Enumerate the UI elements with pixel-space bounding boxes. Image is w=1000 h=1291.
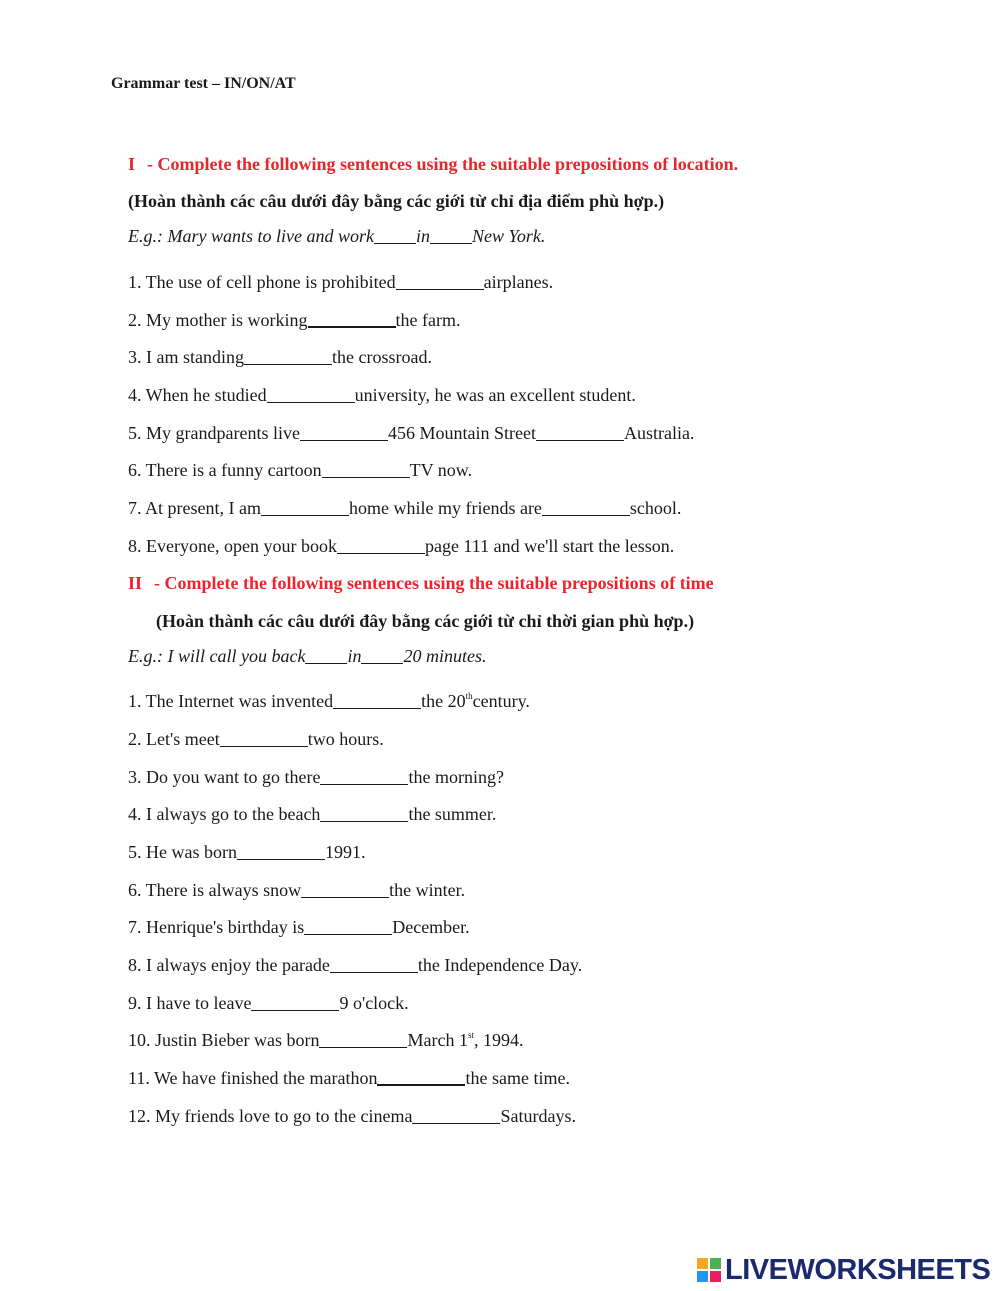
sentence [128, 423, 694, 444]
sentence [128, 498, 681, 519]
section2-heading [128, 573, 714, 594]
sentence-text: Saturdays. [500, 1106, 576, 1126]
superscript: th [465, 691, 473, 701]
sentence-text: 9 o'clock. [339, 993, 409, 1013]
sentence [128, 955, 582, 976]
answer-blank[interactable] [319, 1046, 407, 1048]
sentence [128, 460, 472, 481]
answer-blank[interactable] [301, 896, 389, 898]
sentence-text: the Independence Day. [417, 955, 583, 975]
example-answer: in [347, 646, 362, 666]
sentence-text: 1. The Internet was invented [128, 691, 334, 711]
answer-blank[interactable] [536, 439, 624, 441]
section2-example [128, 646, 486, 667]
answer-blank[interactable] [237, 858, 325, 860]
sentence [128, 272, 553, 293]
sentence-text: 8. Everyone, open your book [128, 536, 337, 556]
example-blank [430, 242, 472, 244]
logo-square [710, 1258, 721, 1269]
sentence-text: March 1 [407, 1030, 468, 1050]
sentence [128, 993, 409, 1014]
example-text: E.g.: Mary wants to live and work [128, 226, 374, 246]
section2-translation: (Hoàn thành các câu dưới đây bằng các giới từ chỉ thời gian phù hợp.) [156, 611, 695, 631]
sentence-text: 10. Justin Bieber was born [128, 1030, 320, 1050]
logo-square [710, 1271, 721, 1282]
answer-blank[interactable] [333, 707, 421, 709]
sentence-text: 1. The use of cell phone is prohibited [128, 272, 396, 292]
sentence-text: 7. At present, I am [128, 498, 261, 518]
sentence-text: 12. My friends love to go to the cinema [128, 1106, 413, 1126]
example-text: 20 minutes. [403, 646, 487, 666]
answer-blank[interactable] [330, 971, 418, 973]
sentence [128, 536, 674, 557]
answer-blank[interactable] [412, 1122, 500, 1124]
section2-heading-text: - Complete the following sentences using the suitable prepositions of time [154, 573, 714, 593]
sentence [128, 1068, 570, 1089]
section1-example [128, 226, 545, 247]
answer-blank[interactable] [304, 933, 392, 935]
logo-text: LIVEWORKSHEETS [725, 1253, 991, 1286]
sentence-text: page 111 and we'll start the lesson. [424, 536, 675, 556]
page-title: Grammar test – IN/ON/AT [111, 75, 296, 92]
sentence-text: 2. My mother is working [128, 310, 308, 330]
example-blank [361, 662, 403, 664]
example-text: E.g.: I will call you back [128, 646, 306, 666]
example-blank [305, 662, 347, 664]
sentence-text: 6. There is always snow [128, 880, 302, 900]
answer-blank[interactable] [377, 1083, 465, 1086]
sentence-text: 11. We have finished the marathon [128, 1068, 378, 1088]
sentence [128, 310, 460, 331]
sentence-text: school. [629, 498, 682, 518]
sentence-text: two hours. [307, 729, 384, 749]
section1-heading-text: - Complete the following sentences using the suitable prepositions of location. [147, 154, 739, 174]
answer-blank[interactable] [220, 745, 308, 747]
liveworksheets-logo [697, 1252, 990, 1288]
answer-blank[interactable] [308, 325, 396, 328]
sentence [128, 347, 432, 368]
answer-blank[interactable] [261, 514, 349, 516]
sentence-text: the winter. [389, 880, 466, 900]
sentence-text: TV now. [409, 460, 473, 480]
sentence-text: the crossroad. [331, 347, 432, 367]
example-text: New York. [472, 226, 546, 246]
sentence-text: 5. He was born [128, 842, 237, 862]
superscript: st [467, 1030, 474, 1040]
sentence-text: , 1994. [473, 1030, 524, 1050]
answer-blank[interactable] [244, 363, 332, 365]
sentence [128, 1030, 523, 1051]
sentence-text: 3. I am standing [128, 347, 244, 367]
sentence-text: 1991. [324, 842, 366, 862]
sentence-text: home while my friends are [348, 498, 542, 518]
answer-blank[interactable] [322, 476, 410, 478]
sentence-text: 7. Henrique's birthday is [128, 917, 305, 937]
sentence [128, 804, 496, 825]
answer-blank[interactable] [337, 552, 425, 554]
sentence-text: university, he was an excellent student. [354, 385, 636, 405]
section1-heading [128, 154, 738, 175]
sentence [128, 1106, 576, 1127]
sentence-text: 456 Mountain Street [387, 423, 536, 443]
sentence-text: December. [392, 917, 470, 937]
sentence-text: 8. I always enjoy the parade [128, 955, 330, 975]
answer-blank[interactable] [542, 514, 630, 516]
example-answer: in [415, 226, 430, 246]
sentence [128, 691, 530, 712]
sentence-text: airplanes. [483, 272, 554, 292]
section2-number: II [128, 573, 143, 593]
sentence [128, 767, 504, 788]
answer-blank[interactable] [320, 820, 408, 822]
sentence-text: the morning? [408, 767, 504, 787]
sentence-text: the summer. [408, 804, 497, 824]
sentence-text: the same time. [465, 1068, 570, 1088]
answer-blank[interactable] [267, 401, 355, 403]
sentence-text: 9. I have to leave [128, 993, 252, 1013]
sentence-text: 2. Let's meet [128, 729, 220, 749]
sentence [128, 917, 470, 938]
sentence-text: 6. There is a funny cartoon [128, 460, 322, 480]
sentence-text: Australia. [623, 423, 695, 443]
logo-square [697, 1258, 708, 1269]
sentence-text: 4. When he studied [128, 385, 267, 405]
sentence-text: century. [472, 691, 530, 711]
answer-blank[interactable] [320, 783, 408, 785]
section1-translation: (Hoàn thành các câu dưới đây bằng các giới từ chỉ địa điểm phù hợp.) [128, 191, 665, 211]
sentence [128, 385, 636, 406]
logo-square [697, 1271, 708, 1282]
sentence-text: 5. My grandparents live [128, 423, 300, 443]
sentence-text: 3. Do you want to go there [128, 767, 321, 787]
sentence [128, 880, 465, 901]
section1-number: I [128, 154, 136, 174]
answer-blank[interactable] [396, 288, 484, 290]
logo-squares-icon [697, 1258, 721, 1282]
sentence-text: the farm. [395, 310, 461, 330]
answer-blank[interactable] [300, 439, 388, 441]
sentence-text: the 20 [421, 691, 466, 711]
example-blank [374, 242, 416, 244]
sentence [128, 729, 384, 750]
answer-blank[interactable] [251, 1009, 339, 1011]
sentence-text: 4. I always go to the beach [128, 804, 321, 824]
sentence [128, 842, 365, 863]
